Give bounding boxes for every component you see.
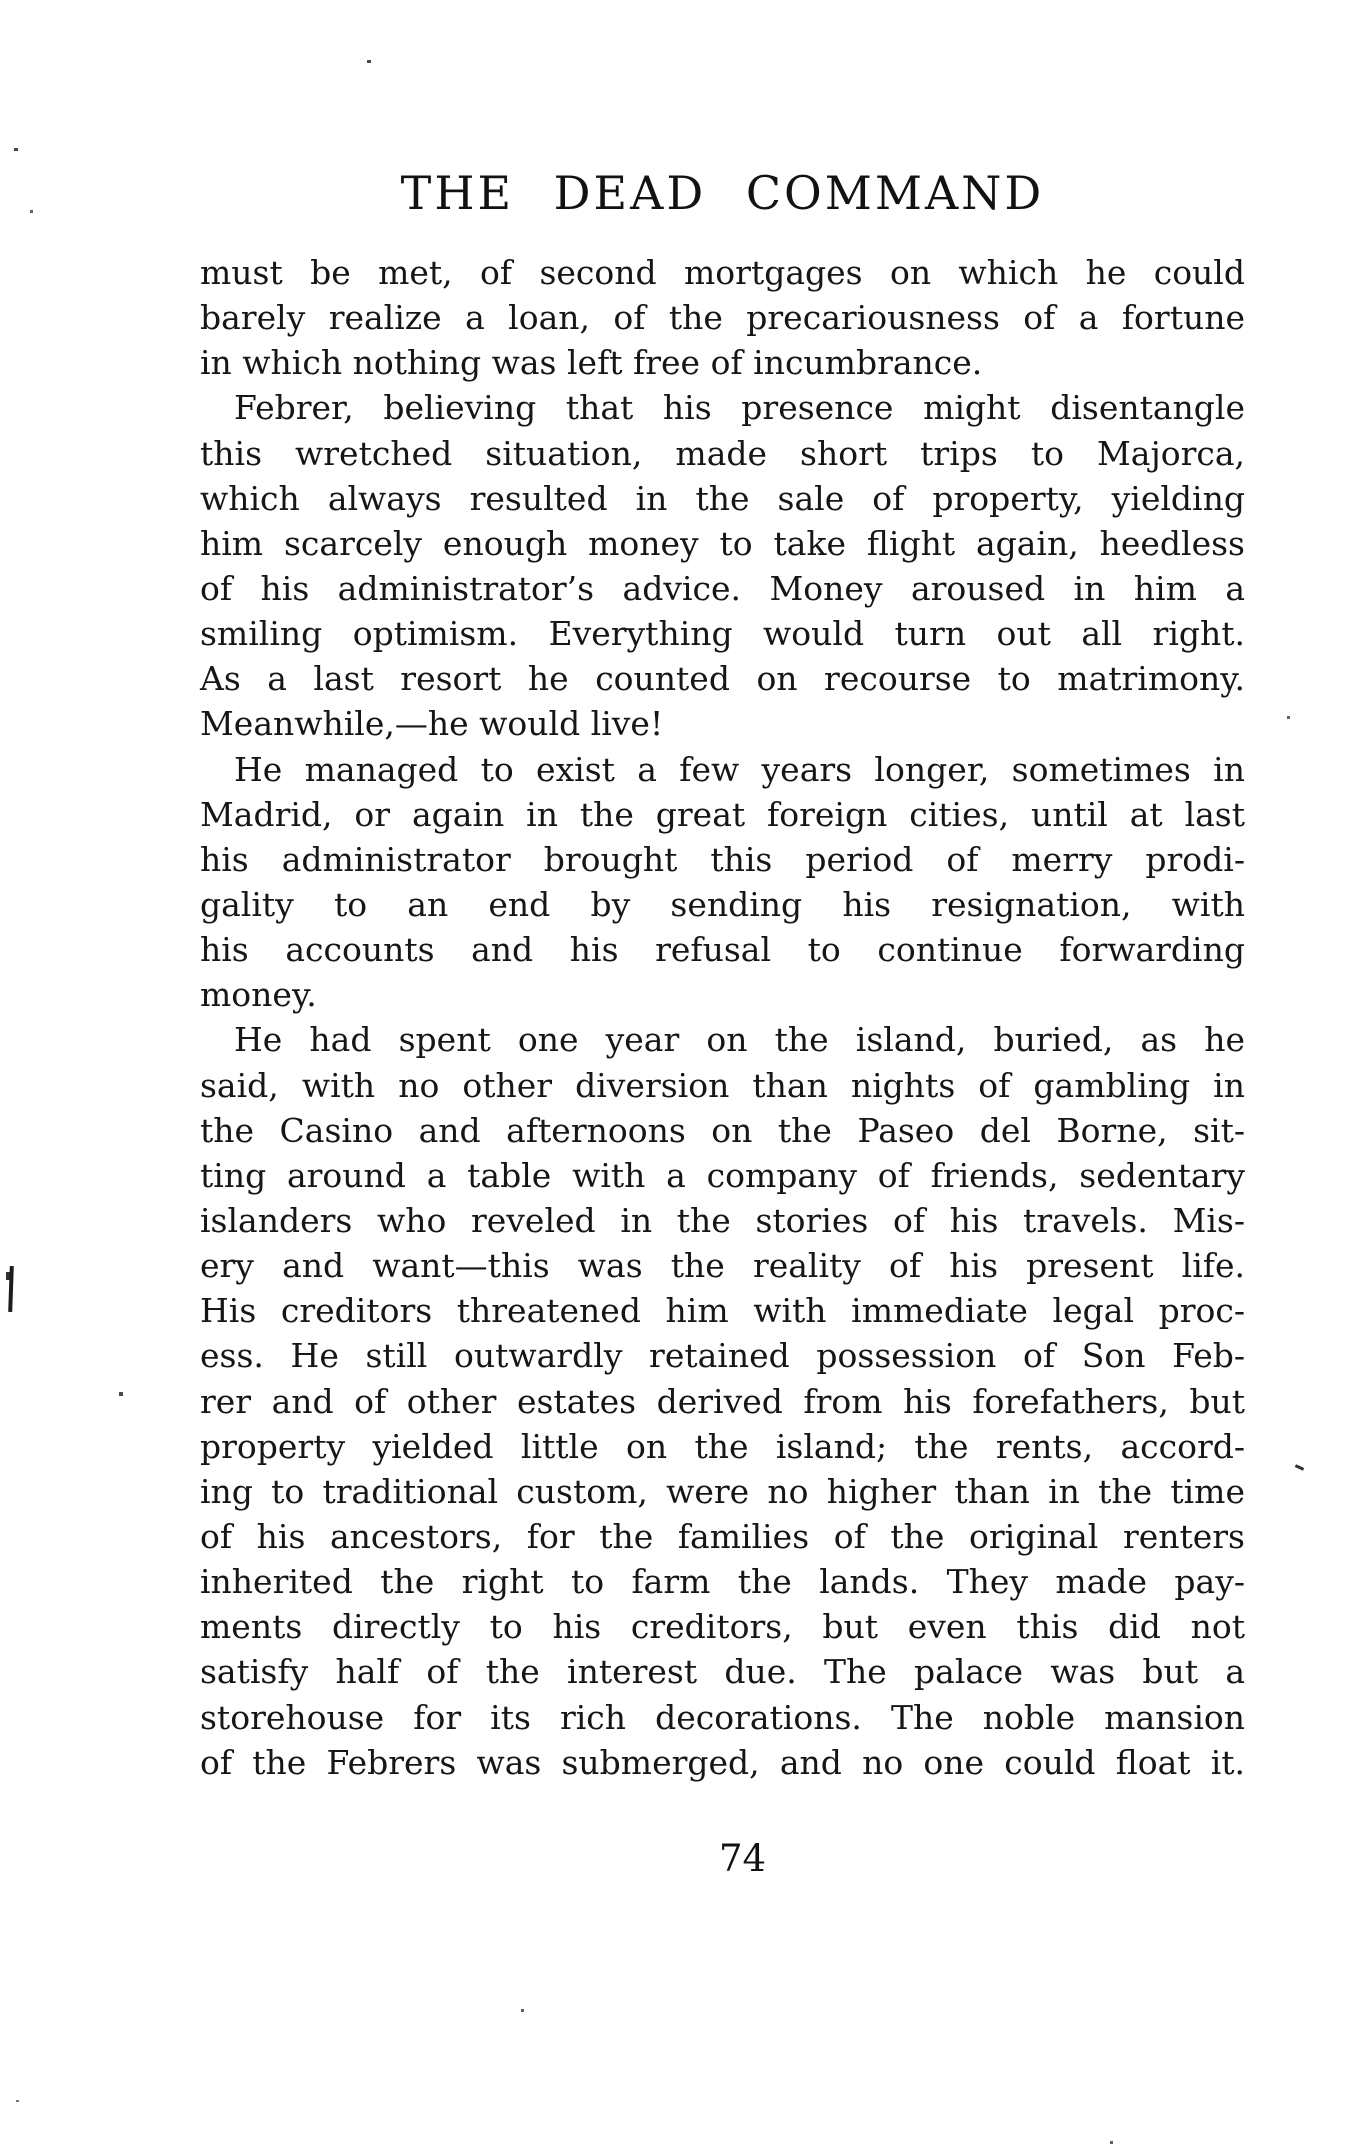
page-number: 74 [718,1837,767,1880]
text-line: As a last resort he counted on recourse to matrimony. [200,659,1245,699]
text-line: ments directly to his creditors, but even this did not [200,1607,1245,1647]
text-line: rer and of other estates derived from his forefathers, but [200,1381,1245,1421]
text-line: He managed to exist a few years longer, sometimes in [234,749,1245,789]
text-line: his administrator brought this period of merry prodi- [200,839,1245,879]
scan-speck [1295,1464,1304,1471]
scan-speck [1110,2141,1113,2144]
text-line: ess. He still outwardly retained possession of Son Feb- [200,1336,1245,1376]
scan-speck [6,1272,10,1280]
text-line: barely realize a loan, of the precariousness of a fortune [200,298,1245,338]
text-line: must be met, of second mortgages on which he could [200,253,1245,292]
body-text [200,250,1245,1785]
scan-speck [119,1392,123,1396]
text-line: Febrer, believing that his presence might disentangle [234,388,1245,428]
text-line: of the Febrers was submerged, and no one could float it. [200,1742,1245,1782]
scan-speck [14,148,18,151]
text-line: property yielded little on the island; the rents, accord- [200,1426,1245,1466]
scan-speck [30,210,33,213]
text-line: He had spent one year on the island, buried, as he [234,1020,1245,1060]
text-line: of his administrator’s advice. Money aroused in him a [200,568,1245,608]
scan-speck [1287,716,1290,719]
text-line: gality to an end by sending his resignation, with [200,884,1245,924]
text-line: his accounts and his refusal to continue forwarding [200,930,1245,970]
text-line: which always resulted in the sale of property, yielding [200,478,1245,518]
text-line: ting around a table with a company of friends, sedentary [200,1155,1245,1195]
text-line: ing to traditional custom, were no higher than in the time [200,1471,1245,1511]
text-line: the Casino and afternoons on the Paseo del Borne, sit- [200,1110,1245,1150]
text-line: His creditors threatened him with immediate legal proc- [200,1291,1245,1331]
text-line: him scarcely enough money to take flight again, heedless [200,523,1245,563]
scan-speck [367,60,371,63]
text-line: Madrid, or again in the great foreign cities, until at last [200,794,1245,834]
text-line: inherited the right to farm the lands. They made pay- [200,1562,1245,1602]
text-line: said, with no other diversion than nights of gambling in [200,1065,1245,1105]
text-line: of his ancestors, for the families of the original renters [200,1516,1245,1556]
text-line: money. [200,975,317,1015]
text-line: ery and want—this was the reality of his present life. [200,1246,1245,1286]
scan-speck [16,2100,19,2102]
text-line: this wretched situation, made short trips to Majorca, [200,433,1245,473]
text-line: islanders who reveled in the stories of his travels. Mis- [200,1200,1245,1240]
text-line: in which nothing was left free of incumbrance. [200,343,983,383]
page-title: THE DEAD COMMAND [400,166,1045,220]
scan-speck [521,2009,524,2012]
text-line: satisfy half of the interest due. The palace was but a [200,1652,1245,1692]
text-line: storehouse for its rich decorations. The noble mansion [200,1697,1245,1737]
text-line: smiling optimism. Everything would turn out all right. [200,614,1245,654]
text-line: Meanwhile,—he would live! [200,704,664,744]
